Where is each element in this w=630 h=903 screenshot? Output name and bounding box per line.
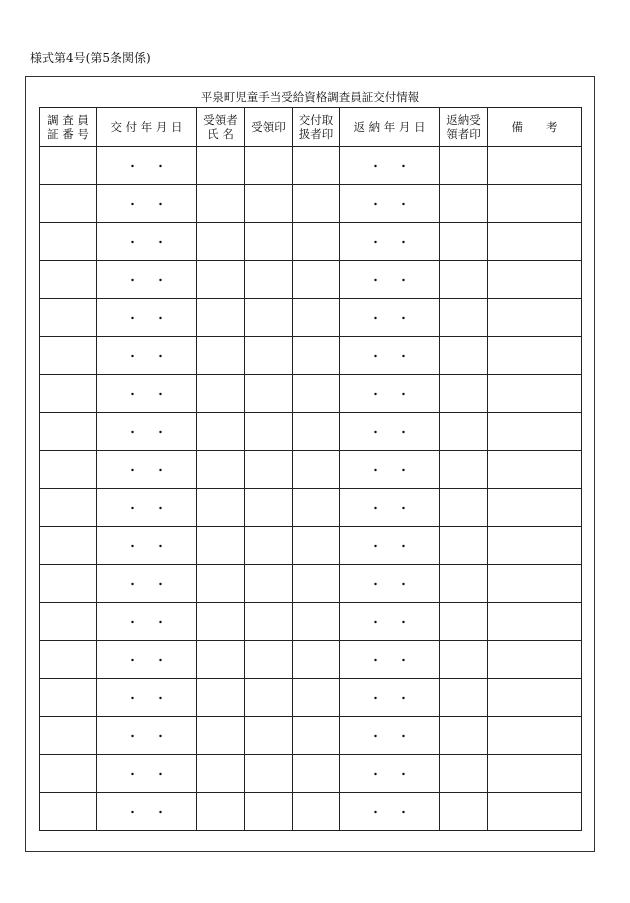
issue-date-cell[interactable] [97,261,197,299]
return-receiver-seal-cell[interactable] [440,565,488,603]
date-separator: ・ [370,387,381,401]
issue-date-cell[interactable] [97,299,197,337]
date-separators [119,234,175,250]
return-receiver-seal-cell[interactable] [440,299,488,337]
recipient-seal-cell[interactable] [245,489,293,527]
return-date-cell[interactable] [340,337,440,375]
table-row [40,451,582,489]
date-separator: ・ [127,691,138,705]
return-date-cell[interactable] [340,717,440,755]
recipient-name-cell[interactable] [197,793,245,831]
issuer-seal-cell[interactable] [293,375,340,413]
remarks-cell[interactable] [488,603,582,641]
recipient-name-cell[interactable] [197,527,245,565]
date-separator: ・ [398,539,409,553]
recipient-seal-cell[interactable] [245,565,293,603]
return-date-cell[interactable] [340,223,440,261]
header-return-date: 返 納 年 月 日 [340,108,440,147]
date-separator: ・ [127,425,138,439]
recipient-name-cell[interactable] [197,375,245,413]
date-separators [119,766,175,782]
recipient-name-cell[interactable] [197,603,245,641]
return-date-cell[interactable] [340,375,440,413]
table-row [40,565,582,603]
date-separator: ・ [398,273,409,287]
issue-date-cell[interactable] [97,375,197,413]
date-separator: ・ [127,539,138,553]
date-separator: ・ [370,349,381,363]
return-date-cell[interactable] [340,793,440,831]
date-separators [119,158,175,174]
return-receiver-seal-cell[interactable] [440,489,488,527]
date-separator: ・ [155,159,166,173]
remarks-cell[interactable] [488,299,582,337]
remarks-cell[interactable] [488,261,582,299]
date-separator: ・ [398,311,409,325]
date-separator: ・ [127,311,138,325]
investigator-id-cell[interactable] [40,299,97,337]
date-separators [119,348,175,364]
date-separator: ・ [370,805,381,819]
recipient-seal-cell[interactable] [245,603,293,641]
issue-date-cell[interactable] [97,679,197,717]
issue-date-cell[interactable] [97,223,197,261]
date-separator: ・ [155,425,166,439]
date-separator: ・ [370,729,381,743]
investigator-id-cell[interactable] [40,565,97,603]
return-date-cell[interactable] [340,755,440,793]
date-separators [362,728,418,744]
header-issuer-seal: 交付取 扱者印 [293,108,340,147]
recipient-name-cell[interactable] [197,489,245,527]
date-separator: ・ [155,577,166,591]
date-separator: ・ [370,767,381,781]
recipient-seal-cell[interactable] [245,413,293,451]
investigator-id-cell[interactable] [40,793,97,831]
date-separators [119,690,175,706]
table-header-row [40,108,582,147]
date-separators [119,310,175,326]
issuer-seal-cell[interactable] [293,489,340,527]
return-receiver-seal-cell[interactable] [440,413,488,451]
issue-date-cell[interactable] [97,527,197,565]
remarks-cell[interactable] [488,223,582,261]
issuer-seal-cell[interactable] [293,337,340,375]
date-separator: ・ [398,805,409,819]
date-separators [362,234,418,250]
date-separators [362,690,418,706]
remarks-cell[interactable] [488,717,582,755]
recipient-name-cell[interactable] [197,223,245,261]
issue-date-cell[interactable] [97,489,197,527]
table-row [40,261,582,299]
date-separators [362,538,418,554]
issue-date-cell[interactable] [97,565,197,603]
date-separators [119,462,175,478]
date-separator: ・ [398,235,409,249]
table-row [40,717,582,755]
date-separator: ・ [155,501,166,515]
issue-date-cell[interactable] [97,603,197,641]
date-separators [362,272,418,288]
recipient-name-cell[interactable] [197,451,245,489]
recipient-name-cell[interactable] [197,755,245,793]
date-separators [362,500,418,516]
issuer-seal-cell[interactable] [293,261,340,299]
date-separator: ・ [398,349,409,363]
date-separator: ・ [155,767,166,781]
recipient-seal-cell[interactable] [245,299,293,337]
recipient-seal-cell[interactable] [245,337,293,375]
date-separator: ・ [155,805,166,819]
date-separators [362,576,418,592]
date-separators [362,310,418,326]
date-separators [362,462,418,478]
date-separator: ・ [370,463,381,477]
date-separator: ・ [370,311,381,325]
issuer-seal-cell[interactable] [293,147,340,185]
investigator-id-cell[interactable] [40,679,97,717]
return-date-cell[interactable] [340,603,440,641]
remarks-cell[interactable] [488,527,582,565]
return-date-cell[interactable] [340,451,440,489]
recipient-seal-cell[interactable] [245,717,293,755]
return-receiver-seal-cell[interactable] [440,223,488,261]
issue-date-cell[interactable] [97,185,197,223]
date-separator: ・ [127,577,138,591]
recipient-seal-cell[interactable] [245,375,293,413]
issue-date-cell[interactable] [97,413,197,451]
issuance-record-table [39,107,582,831]
date-separators [119,804,175,820]
form-number-label: 様式第4号(第5条関係) [30,51,151,65]
date-separators [362,766,418,782]
recipient-seal-cell[interactable] [245,527,293,565]
investigator-id-cell[interactable] [40,451,97,489]
issuer-seal-cell[interactable] [293,717,340,755]
remarks-cell[interactable] [488,451,582,489]
date-separator: ・ [398,577,409,591]
return-date-cell[interactable] [340,185,440,223]
date-separator: ・ [370,159,381,173]
issuer-seal-cell[interactable] [293,299,340,337]
date-separator: ・ [398,615,409,629]
date-separator: ・ [127,767,138,781]
investigator-id-cell[interactable] [40,755,97,793]
issuer-seal-cell[interactable] [293,755,340,793]
date-separator: ・ [127,197,138,211]
date-separators [119,424,175,440]
date-separators [119,272,175,288]
date-separator: ・ [398,691,409,705]
table-row [40,641,582,679]
issuer-seal-cell[interactable] [293,679,340,717]
return-receiver-seal-cell[interactable] [440,755,488,793]
remarks-cell[interactable] [488,755,582,793]
date-separators [362,804,418,820]
table-row [40,527,582,565]
investigator-id-cell[interactable] [40,185,97,223]
header-remarks: 備 考 [488,108,582,147]
return-date-cell[interactable] [340,413,440,451]
recipient-name-cell[interactable] [197,679,245,717]
date-separator: ・ [155,729,166,743]
recipient-name-cell[interactable] [197,641,245,679]
header-investigator-id: 調 査 員 証 番 号 [40,108,97,147]
issue-date-cell[interactable] [97,451,197,489]
date-separator: ・ [155,615,166,629]
return-date-cell[interactable] [340,299,440,337]
date-separator: ・ [370,501,381,515]
return-receiver-seal-cell[interactable] [440,717,488,755]
remarks-cell[interactable] [488,489,582,527]
header-return-receiver-seal: 返納受 領者印 [440,108,488,147]
date-separator: ・ [398,463,409,477]
date-separator: ・ [127,273,138,287]
date-separators [119,538,175,554]
date-separators [362,386,418,402]
remarks-cell[interactable] [488,375,582,413]
investigator-id-cell[interactable] [40,375,97,413]
date-separator: ・ [398,159,409,173]
return-date-cell[interactable] [340,147,440,185]
investigator-id-cell[interactable] [40,527,97,565]
date-separator: ・ [370,577,381,591]
date-separators [362,652,418,668]
return-date-cell[interactable] [340,489,440,527]
date-separators [119,500,175,516]
date-separators [119,386,175,402]
issue-date-cell[interactable] [97,337,197,375]
issuer-seal-cell[interactable] [293,527,340,565]
header-recipient-seal: 受領印 [245,108,293,147]
date-separator: ・ [398,653,409,667]
date-separators [362,348,418,364]
date-separator: ・ [398,387,409,401]
date-separator: ・ [155,197,166,211]
issuer-seal-cell[interactable] [293,413,340,451]
date-separator: ・ [398,425,409,439]
date-separator: ・ [127,501,138,515]
recipient-seal-cell[interactable] [245,451,293,489]
issue-date-cell[interactable] [97,793,197,831]
date-separator: ・ [127,653,138,667]
investigator-id-cell[interactable] [40,717,97,755]
date-separator: ・ [127,235,138,249]
remarks-cell[interactable] [488,185,582,223]
investigator-id-cell[interactable] [40,223,97,261]
table-row [40,337,582,375]
date-separators [119,614,175,630]
recipient-name-cell[interactable] [197,413,245,451]
date-separator: ・ [370,539,381,553]
return-date-cell[interactable] [340,565,440,603]
date-separator: ・ [155,691,166,705]
date-separator: ・ [155,539,166,553]
date-separator: ・ [370,615,381,629]
recipient-seal-cell[interactable] [245,641,293,679]
date-separators [362,196,418,212]
table-row [40,185,582,223]
recipient-name-cell[interactable] [197,299,245,337]
remarks-cell[interactable] [488,793,582,831]
return-receiver-seal-cell[interactable] [440,603,488,641]
date-separator: ・ [127,387,138,401]
return-receiver-seal-cell[interactable] [440,185,488,223]
issuer-seal-cell[interactable] [293,793,340,831]
return-receiver-seal-cell[interactable] [440,527,488,565]
header-recipient-name: 受領者 氏 名 [197,108,245,147]
date-separator: ・ [127,349,138,363]
return-date-cell[interactable] [340,641,440,679]
date-separator: ・ [155,653,166,667]
date-separator: ・ [370,197,381,211]
date-separator: ・ [398,501,409,515]
header-issue-date: 交 付 年 月 日 [97,108,197,147]
issuer-seal-cell[interactable] [293,565,340,603]
date-separator: ・ [127,729,138,743]
recipient-name-cell[interactable] [197,717,245,755]
date-separators [362,158,418,174]
issuer-seal-cell[interactable] [293,451,340,489]
recipient-seal-cell[interactable] [245,679,293,717]
table-row [40,603,582,641]
date-separator: ・ [155,235,166,249]
date-separators [119,576,175,592]
issue-date-cell[interactable] [97,717,197,755]
recipient-seal-cell[interactable] [245,261,293,299]
table-row [40,413,582,451]
recipient-seal-cell[interactable] [245,793,293,831]
recipient-seal-cell[interactable] [245,147,293,185]
issuer-seal-cell[interactable] [293,185,340,223]
return-receiver-seal-cell[interactable] [440,261,488,299]
return-receiver-seal-cell[interactable] [440,375,488,413]
date-separators [362,614,418,630]
table-row [40,679,582,717]
remarks-cell[interactable] [488,413,582,451]
date-separator: ・ [127,463,138,477]
date-separator: ・ [155,349,166,363]
return-receiver-seal-cell[interactable] [440,337,488,375]
date-separator: ・ [127,615,138,629]
return-date-cell[interactable] [340,261,440,299]
issuer-seal-cell[interactable] [293,603,340,641]
table-row [40,793,582,831]
date-separator: ・ [155,311,166,325]
date-separator: ・ [398,767,409,781]
date-separator: ・ [155,387,166,401]
recipient-name-cell[interactable] [197,261,245,299]
table-body [40,147,582,831]
date-separator: ・ [398,197,409,211]
return-receiver-seal-cell[interactable] [440,641,488,679]
investigator-id-cell[interactable] [40,337,97,375]
remarks-cell[interactable] [488,337,582,375]
date-separator: ・ [127,159,138,173]
remarks-cell[interactable] [488,641,582,679]
remarks-cell[interactable] [488,565,582,603]
date-separator: ・ [127,805,138,819]
recipient-name-cell[interactable] [197,147,245,185]
return-date-cell[interactable] [340,527,440,565]
date-separators [119,652,175,668]
investigator-id-cell[interactable] [40,261,97,299]
date-separator: ・ [155,463,166,477]
remarks-cell[interactable] [488,147,582,185]
recipient-name-cell[interactable] [197,337,245,375]
issuer-seal-cell[interactable] [293,223,340,261]
date-separator: ・ [370,653,381,667]
investigator-id-cell[interactable] [40,641,97,679]
date-separator: ・ [370,235,381,249]
recipient-seal-cell[interactable] [245,185,293,223]
table-row [40,755,582,793]
return-receiver-seal-cell[interactable] [440,793,488,831]
form-title: 平泉町児童手当受給資格調査員証交付情報 [200,90,420,104]
date-separators [119,196,175,212]
investigator-id-cell[interactable] [40,147,97,185]
date-separator: ・ [398,729,409,743]
table-row [40,147,582,185]
date-separator: ・ [155,273,166,287]
investigator-id-cell[interactable] [40,413,97,451]
date-separators [119,728,175,744]
table-row [40,489,582,527]
date-separators [362,424,418,440]
recipient-name-cell[interactable] [197,565,245,603]
recipient-seal-cell[interactable] [245,223,293,261]
issue-date-cell[interactable] [97,755,197,793]
investigator-id-cell[interactable] [40,489,97,527]
recipient-name-cell[interactable] [197,185,245,223]
issuer-seal-cell[interactable] [293,641,340,679]
date-separator: ・ [370,691,381,705]
issue-date-cell[interactable] [97,147,197,185]
issue-date-cell[interactable] [97,641,197,679]
investigator-id-cell[interactable] [40,603,97,641]
return-date-cell[interactable] [340,679,440,717]
table-row [40,299,582,337]
date-separator: ・ [370,425,381,439]
return-receiver-seal-cell[interactable] [440,451,488,489]
remarks-cell[interactable] [488,679,582,717]
date-separator: ・ [370,273,381,287]
return-receiver-seal-cell[interactable] [440,147,488,185]
return-receiver-seal-cell[interactable] [440,679,488,717]
table-row [40,223,582,261]
table-row [40,375,582,413]
recipient-seal-cell[interactable] [245,755,293,793]
